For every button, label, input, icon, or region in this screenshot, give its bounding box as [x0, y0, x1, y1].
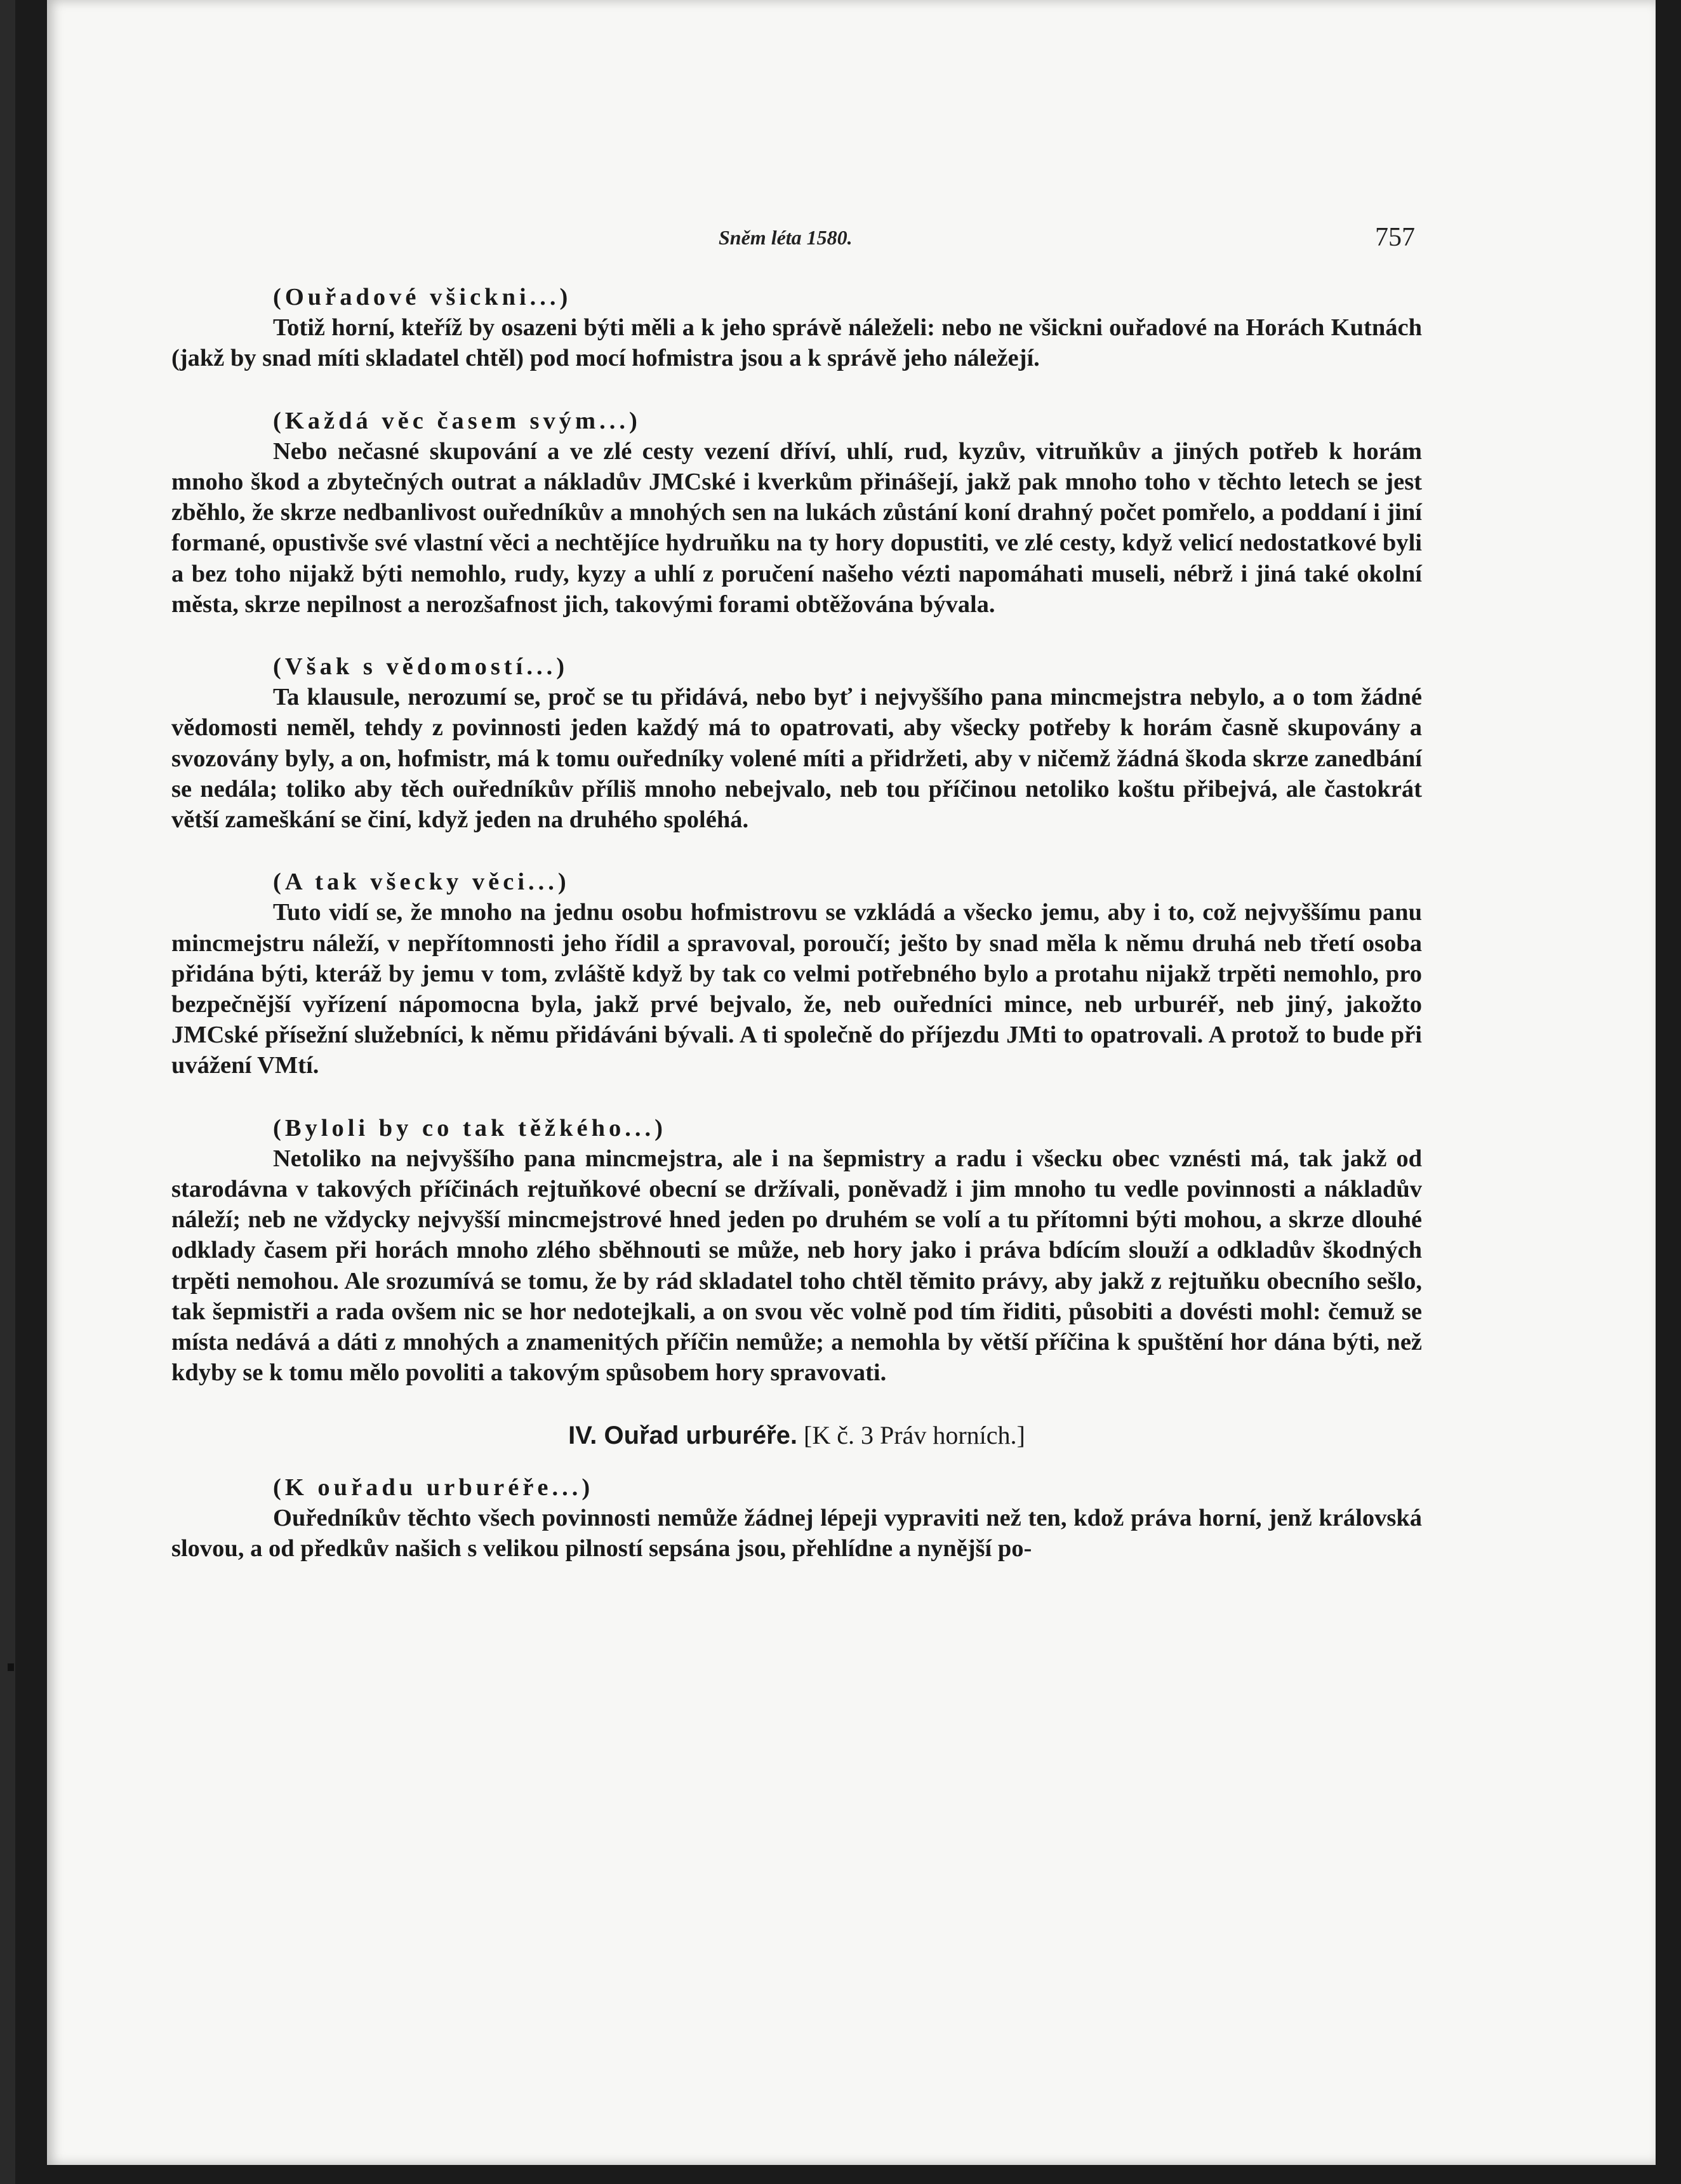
chapter-heading: [171, 1420, 1422, 1451]
section-heading: (K ouřadu urburéře...): [273, 1474, 594, 1501]
section-paragraph: Nebo nečasné skupování a ve zlé cesty vezení dříví, uhlí, rud, kyzův, vitruňkův a jiných potřeb k horám mnoho škod a zbytečných outrat a nákladův JMCské i kverkům přinášejí, jakž pak mnoho toho v těchto letech se jest zběhlo, že skrze nedbanlivost ouředníkův a mnohých sen na lukách zůstání koní drahný počet pomřelo, a poddaní i jiní formané, opustivše své vlastní věci a nechtějíce hydruňku na ty hory dopustiti, ve zlé cesty, když velicí nedostatkové byli a bez toho nijakž býti nemohlo, rudy, kyzy a uhlí z poručení našeho vézti napomáhati museli, nébrž i jiná také okolní města, skrze nepilnost a nerozšafnost jich, takovými forami obtěžována bývala.: [171, 437, 1422, 618]
section-paragraph: Netoliko na nejvyššího pana mincmejstra, ale i na šepmistry a radu i všecku obec vznésti má, tak jakž od starodávna v takových příčinách rejtuňkové obecní se držívali, poněvadž i jim mnoho tu vedle povinnosti a nákladův náleží; neb ne vždycky nejvyšší mincmejstrové hned jeden po druhém se volí a tu přítomni býti mohou, a skrze dlouhé odklady časem při horách mnoho zlého sběhnouti se může, neb hory jako i práva bdícím slouží a odkladův škodných trpěti nemohou. Ale srozumívá se tomu, že by rád skladatel toho chtěl těmito právy, aby jakž z rejtuňku obecního sešlo, tak šepmistři a rada ovšem nic se hor nedotejkali, a on svou věc volně pod tím řiditi, působiti a dovésti mohl: čemuž se místa nedává a dáti z mnohých a znamenitých příčin nemůže; a nemohla by větší příčina k spuštění hor dána býti, než kdyby se k tomu mělo povoliti a takovým spůsobem hory spravovati.: [171, 1145, 1422, 1387]
document-page: [47, 0, 1656, 2165]
section-paragraph: Ouředníkův těchto všech povinnosti nemůže žádnej lépeji vypraviti než ten, kdož práva horní, jenž královská slovou, a od předkův našich s velikou pilností sepsána jsou, přehlídne a nynější po-: [171, 1504, 1422, 1562]
page-number: 757: [1375, 223, 1415, 252]
page-header: [47, 222, 1656, 260]
section-heading: (A tak všecky věci...): [273, 869, 570, 896]
section-heading: (Však s vědomostí...): [273, 653, 569, 681]
chapter-reference: [K č. 3 Práv horních.]: [804, 1420, 1025, 1449]
section-heading: (Ouřadové všickni...): [273, 284, 572, 310]
section-heading: (Každá věc časem svým...): [273, 407, 641, 434]
chapter-title: IV. Ouřad urburéře.: [568, 1421, 798, 1449]
running-head: Sněm léta 1580.: [719, 226, 853, 249]
section-paragraph: Totiž horní, kteříž by osazeni býti měli a k jeho správě náleželi: nebo ne všickni ouřadové na Horách Kutnách (jakž by snad míti skladatel chtěl) pod mocí hofmistra jsou a k správě jeho náležejí.: [171, 314, 1422, 372]
scan-margin-mark: [8, 1663, 14, 1671]
page-body: [171, 282, 1422, 1595]
section-paragraph: Ta klausule, nerozumí se, proč se tu přidává, nebo byť i nejvyššího pana mincmejstra nebylo, a o tom žádné vědomosti neměl, tehdy z povinnosti jeden každý má to opatrovati, aby všecky potřeby k horám časně skupovány a svozovány byly, a on, hofmistr, má k tomu ouředníky volené míti a přidržeti, aby v ničemž žádná škoda skrze zanedbání se nedála; toliko aby těch ouředníkův příliš mnoho nebejvalo, neb tou příčinou netoliko koštu přibejvá, ale častokrát větší zameškání se činí, když jeden na druhého spoléhá.: [171, 684, 1422, 834]
section-heading: (Byloli by co tak těžkého...): [273, 1114, 667, 1142]
section-paragraph: Tuto vidí se, že mnoho na jednu osobu hofmistrovu se vzkládá a všecko jemu, aby i to, což nejvyššímu panu mincmejstru náleží, v nepřítomnosti jeho řídil a spravoval, poroučí; ješto by snad měla k němu druhá neb třetí osoba přidána býti, kteráž by jemu v tom, zvláště když by tak co velmi potřebného bylo a protahu nijakž trpěti nemohlo, pro bezpečnější vyřízení nápomocna byla, jakž prvé bejvalo, že, neb ouředníci mince, neb urburéř, neb jiný, jakožto JMCské přísežní služebníci, k němu přidáváni bývali. A ti společně do příjezdu JMti to opatrovali. A protož to bude při uvážení VMtí.: [171, 899, 1422, 1079]
scan-left-edge: [0, 0, 15, 2184]
